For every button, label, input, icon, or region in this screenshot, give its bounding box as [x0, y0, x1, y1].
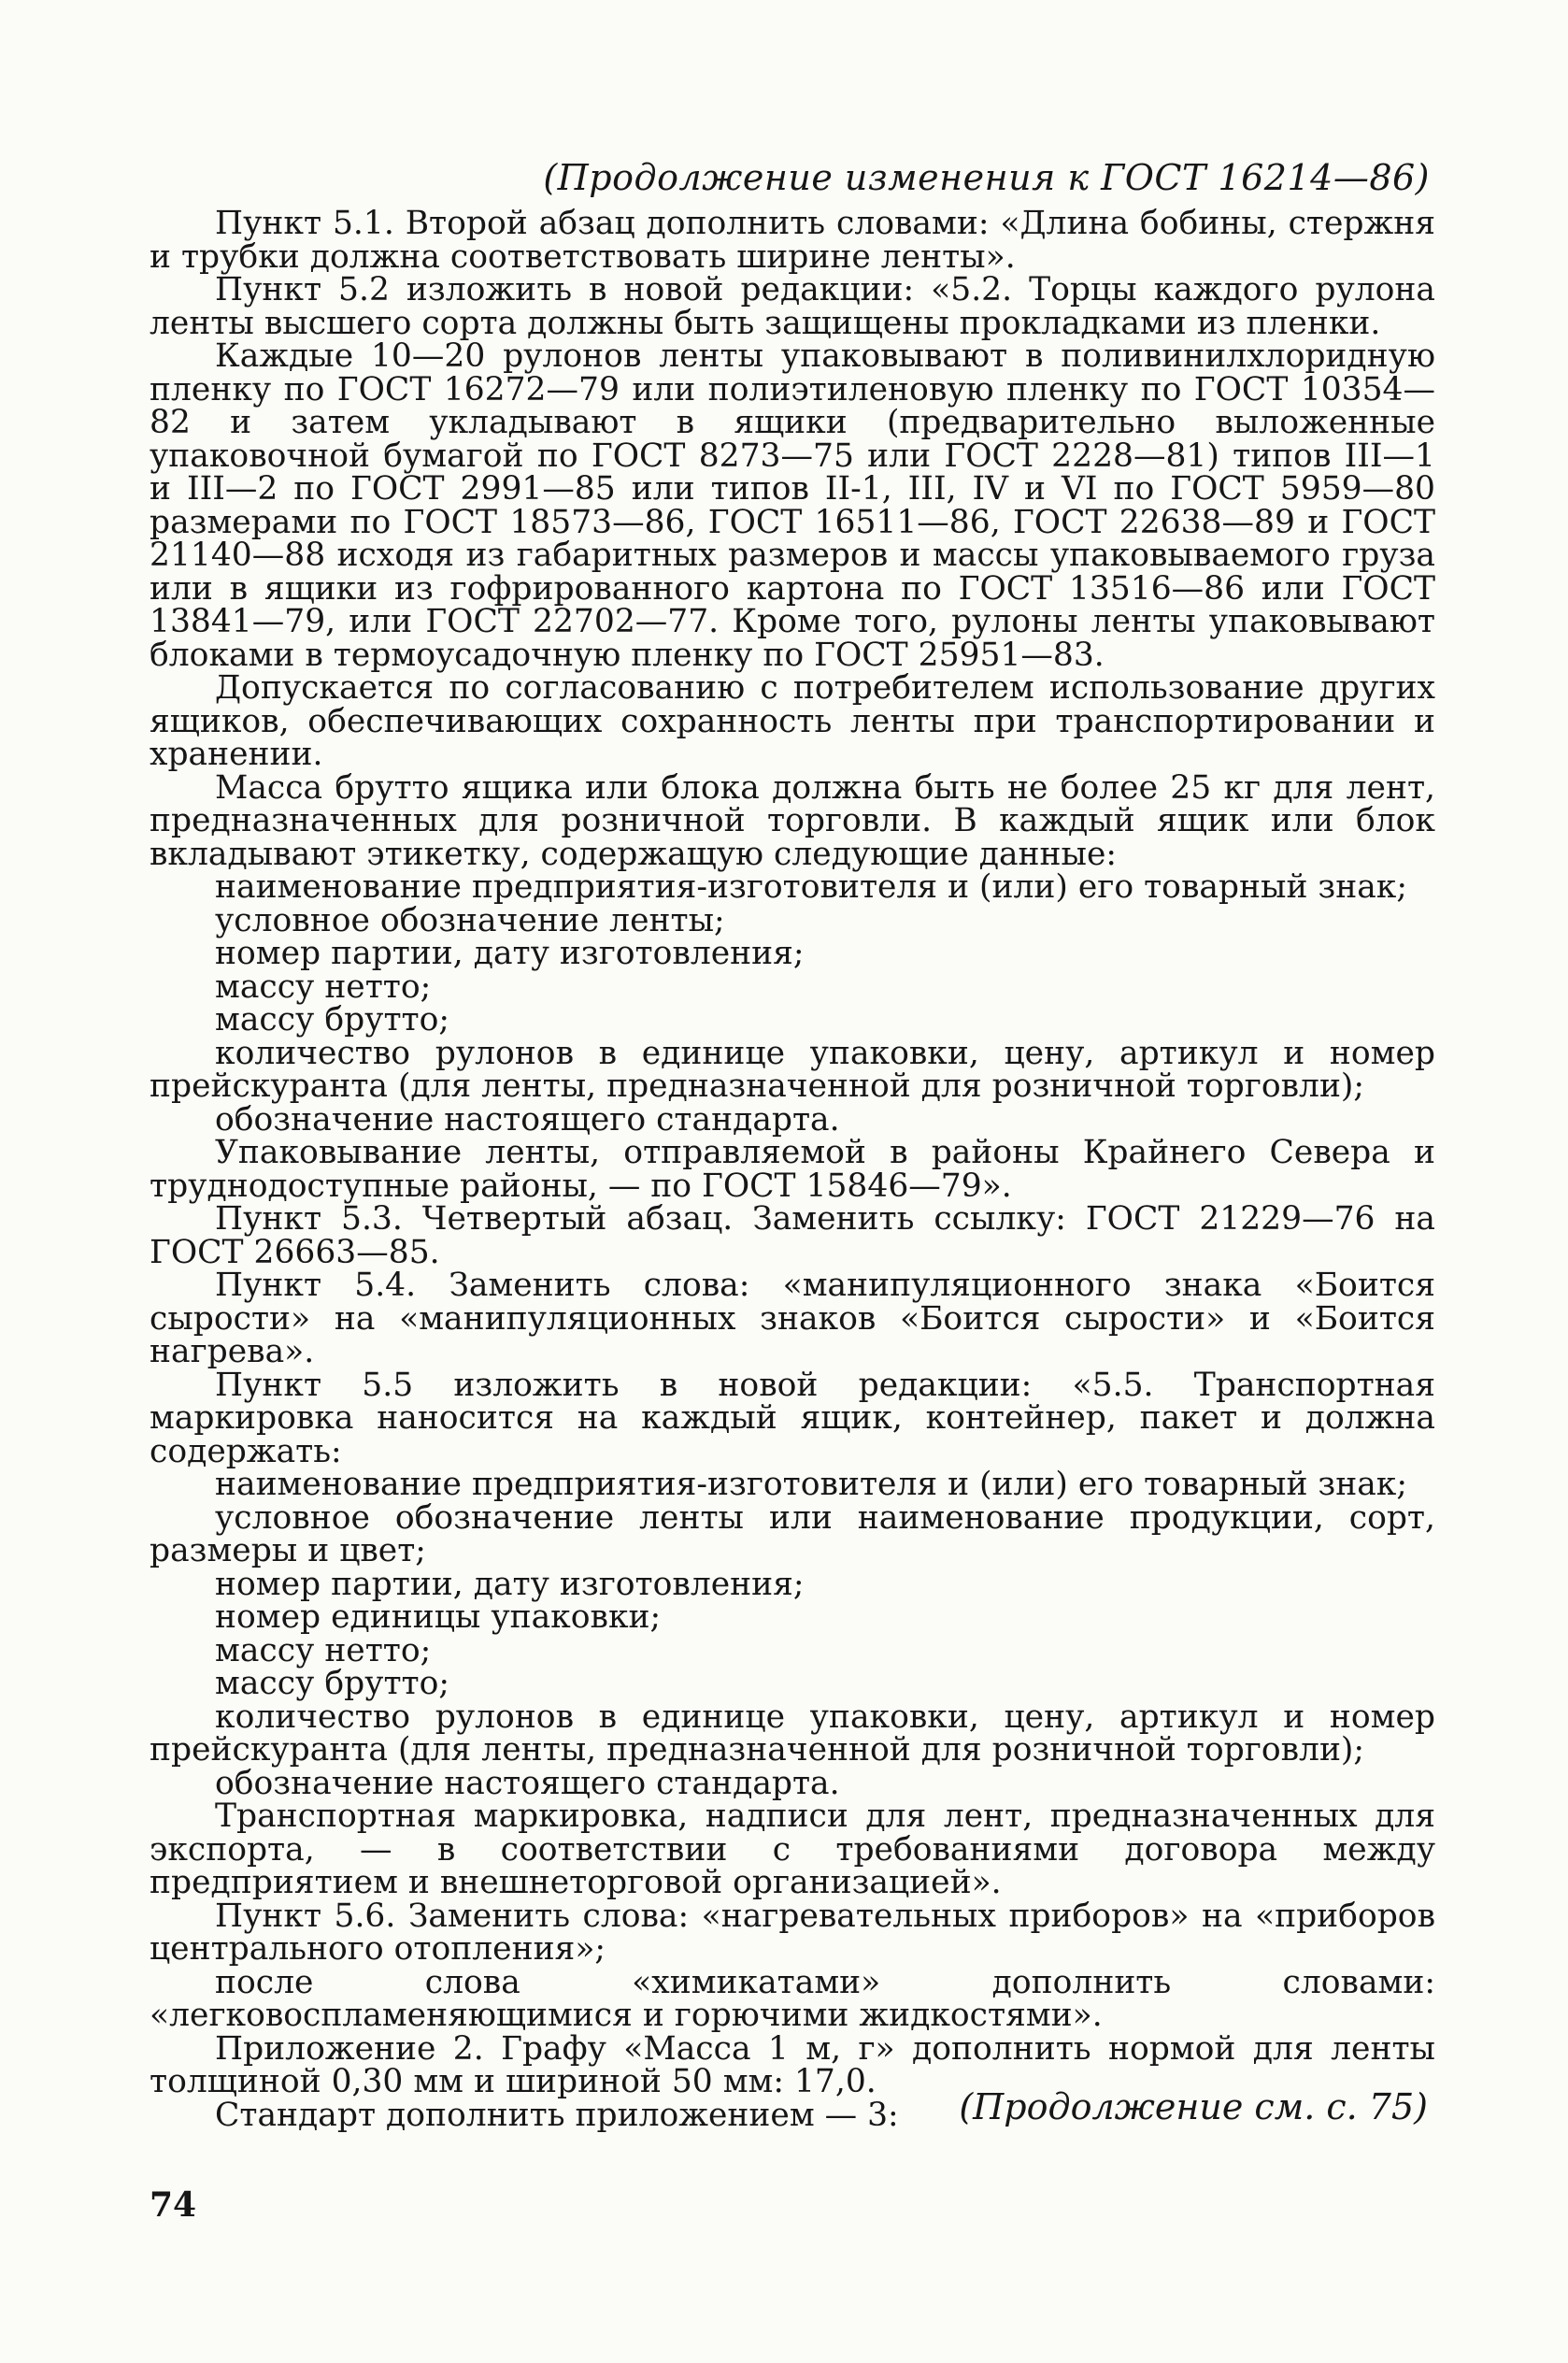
paragraph: Стандарт дополнить приложением — 3:	[215, 2096, 899, 2134]
list-item: массу брутто;	[215, 1001, 450, 1038]
list-item: массу брутто;	[215, 1665, 450, 1702]
list-item: количество рулонов в единице упаковки, цену, артикул и номер прейскуранта (для ленты, предназначенной для розничной торговли);	[150, 1034, 1435, 1105]
page-number: 74	[150, 2185, 197, 2225]
list-item: обозначение настоящего стандарта.	[215, 1764, 840, 1802]
paragraph: Пункт 5.1. Второй абзац дополнить словами: «Длина бобины, стержня и трубки должна соответствовать ширине ленты».	[150, 205, 1435, 276]
list-item: количество рулонов в единице упаковки, цену, артикул и номер прейскуранта (для ленты, предназначенной для розничной торговли);	[150, 1697, 1435, 1769]
list-item: номер партии, дату изготовления;	[215, 1565, 805, 1603]
paragraph: Масса брутто ящика или блока должна быть не более 25 кг для лент, предназначенных для розничной торговли. В каждый ящик или блок вкладывают этикетку, содержащую следующие данные:	[150, 768, 1435, 873]
paragraph: Пункт 5.6. Заменить слова: «нагревательных приборов» на «приборов центрального отопления»;	[150, 1897, 1435, 1968]
paragraph: Транспортная маркировка, надписи для лент, предназначенных для экспорта, — в соответствии с требованиями договора между предприятием и внешнеторговой организацией».	[150, 1797, 1435, 1901]
paragraph: Каждые 10—20 рулонов ленты упаковывают в поливинилхлоридную пленку по ГОСТ 16272—79 или полиэтиленовую пленку по ГОСТ 10354—82 и затем укладывают в ящики (предварительно выложенные упаковочной бумагой по ГОСТ 8273—75 или ГОСТ 2228—81) типов III—1 и III—2 по ГОСТ 2991—85 или типов II-1, III, IV и VI по ГОСТ 5959—80 размерами по ГОСТ 18573—86, ГОСТ 16511—86, ГОСТ 22638—89 и ГОСТ 21140—88 исходя из габаритных размеров и массы упаковываемого груза или в ящики из гофрированного картона по ГОСТ 13516—86 или ГОСТ 13841—79, или ГОСТ 22702—77. Кроме того, рулоны ленты упаковывают блоками в термоусадочную пленку по ГОСТ 25951—83.	[150, 337, 1435, 674]
paragraph: Приложение 2. Графу «Масса 1 м, г» дополнить нормой для ленты толщиной 0,30 мм и шириной 50 мм: 17,0.	[150, 2029, 1435, 2100]
list-item: номер единицы упаковки;	[215, 1598, 662, 1636]
list-item: массу нетто;	[215, 967, 432, 1006]
list-item: наименование предприятия-изготовителя и (или) его товарный знак;	[215, 868, 1407, 906]
body-text	[150, 205, 1435, 2134]
paragraph: Пункт 5.3. Четвертый абзац. Заменить ссылку: ГОСТ 21229—76 на ГОСТ 26663—85.	[150, 1200, 1435, 1271]
page-header: (Продолжение изменения к ГОСТ 16214—86)	[543, 157, 1430, 198]
list-item: массу нетто;	[215, 1631, 432, 1669]
paragraph: Упаковывание ленты, отправляемой в районы Крайнего Севера и труднодоступные районы, — по ГОСТ 15846—79».	[150, 1134, 1435, 1205]
continuation-note: (Продолжение см. с. 75)	[959, 2086, 1428, 2127]
paragraph: Пункт 5.2 изложить в новой редакции: «5.2. Торцы каждого рулона ленты высшего сорта должны быть защищены прокладками из пленки.	[150, 271, 1435, 342]
list-item: условное обозначение ленты;	[215, 901, 725, 939]
paragraph: после слова «химикатами» дополнить словами: «легковоспламеняющимися и горючими жидкостями».	[150, 1963, 1435, 2034]
list-item: условное обозначение ленты или наименование продукции, сорт, размеры и цвет;	[150, 1498, 1435, 1569]
list-item: номер партии, дату изготовления;	[215, 935, 805, 972]
list-item: обозначение настоящего стандарта.	[215, 1100, 840, 1139]
list-item: наименование предприятия-изготовителя и (или) его товарный знак;	[215, 1466, 1407, 1503]
paragraph: Допускается по согласованию с потребителем использование других ящиков, обеспечивающих сохранность ленты при транспортировании и хранении.	[150, 669, 1435, 773]
paragraph: Пункт 5.4. Заменить слова: «манипуляционного знака «Боится сырости» на «манипуляционных знаков «Боится сырости» и «Боится нагрева».	[150, 1267, 1435, 1370]
paragraph: Пункт 5.5 изложить в новой редакции: «5.5. Транспортная маркировка наносится на каждый ящик, контейнер, пакет и должна содержать:	[150, 1366, 1435, 1470]
